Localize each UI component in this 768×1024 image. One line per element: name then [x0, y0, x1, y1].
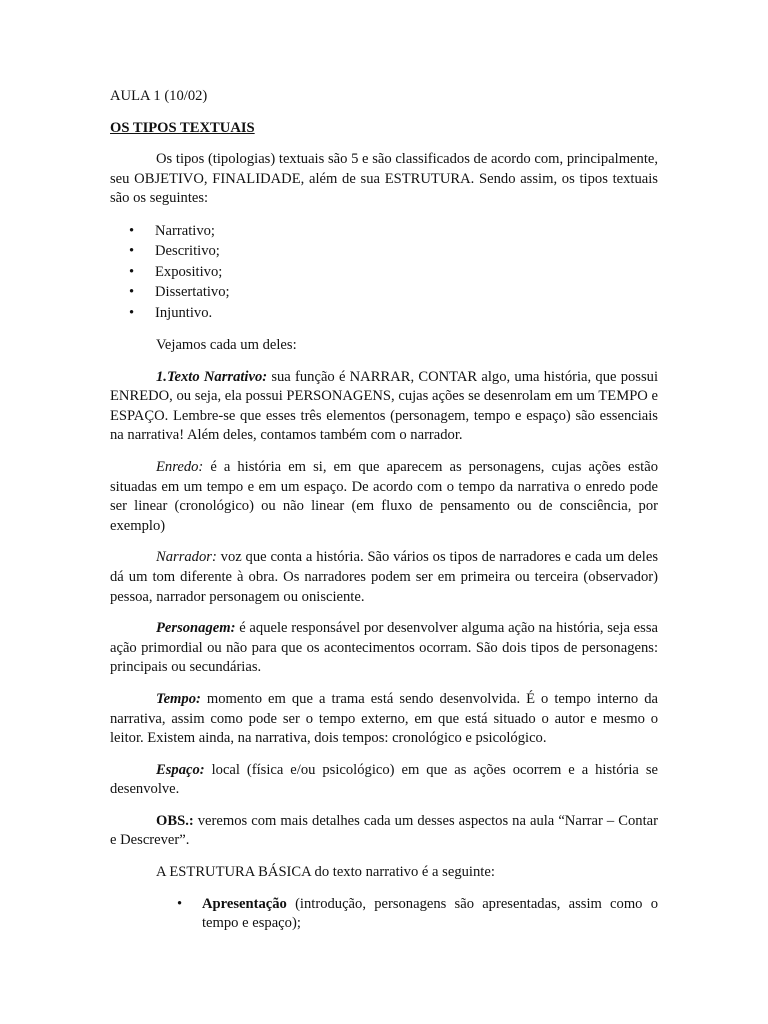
- enredo-paragraph: [110, 458, 658, 536]
- text-types-list: [110, 221, 658, 323]
- bullet-icon: •: [129, 304, 135, 321]
- narrativo-paragraph: [110, 368, 658, 446]
- list-item-label: Injuntivo.: [155, 304, 213, 321]
- bullet-icon: •: [129, 284, 135, 301]
- narrador-paragraph: [110, 548, 658, 607]
- bullet-icon: •: [177, 895, 183, 912]
- list-item: [110, 303, 658, 323]
- personagem-paragraph: [110, 619, 658, 678]
- personagem-term: Personagem:: [156, 620, 236, 637]
- section-title: OS TIPOS TEXTUAIS: [110, 119, 255, 136]
- list-item-label: Descritivo;: [155, 243, 220, 260]
- espaco-text: local (física e/ou psicológico) em que as ações ocorrem e a história se desenvolve.: [110, 761, 658, 798]
- apresentacao-text: (introdução, personagens são apresentadas, assim como o tempo e espaço);: [202, 895, 658, 932]
- tempo-term: Tempo:: [156, 690, 201, 707]
- list-item-label: Narrativo;: [155, 222, 215, 239]
- intro-paragraph: Os tipos (tipologias) textuais são 5 e são classificados de acordo com, principalmente, seu OBJETIVO, FINALIDADE, além de sua ESTRUTURA. Sendo assim, os tipos textuais são os seguintes:: [110, 151, 658, 207]
- espaco-paragraph: [110, 761, 658, 800]
- narrativo-term: 1.Texto Narrativo:: [156, 368, 268, 385]
- list-item-label: Dissertativo;: [155, 284, 230, 301]
- espaco-term: Espaço:: [156, 761, 205, 778]
- obs-paragraph: [110, 812, 658, 851]
- bullet-icon: •: [129, 243, 135, 260]
- narrativo-text: sua função é NARRAR, CONTAR algo, uma história, que possui ENREDO, ou seja, ela possui PERSONAGENS, cujas ações se desenrolam em um TEMPO e ESPAÇO. Lembre-se que esses três elementos (personagem, tempo e espaço) são essenciais na narrativa! Além deles, contamos também com o narrador.: [110, 368, 658, 444]
- bullet-icon: •: [129, 263, 135, 280]
- vejamos-line: Vejamos cada um deles:: [156, 337, 297, 353]
- bullet-icon: •: [129, 222, 135, 239]
- personagem-text: é aquele responsável por desenvolver alguma ação na história, seja essa ação primordial ou não para que os acontecimentos ocorram. São dois tipos de personagens: principais ou secundárias.: [110, 620, 658, 676]
- narrador-text: voz que conta a história. São vários os tipos de narradores e cada um deles dá um tom diferente à obra. Os narradores podem ser em primeira ou terceira (observador) pessoa, narrador personagem ou onisciente.: [110, 549, 658, 605]
- list-item: [110, 262, 658, 282]
- tempo-paragraph: [110, 690, 658, 749]
- narrador-term: Narrador:: [156, 549, 217, 566]
- obs-text: veremos com mais detalhes cada um desses aspectos na aula “Narrar – Contar e Descrever”.: [110, 812, 658, 849]
- lesson-header: AULA 1 (10/02): [110, 88, 208, 104]
- list-item-label: Expositivo;: [155, 263, 223, 280]
- list-item: [110, 221, 658, 241]
- apresentacao-term: Apresentação: [202, 895, 287, 912]
- obs-term: OBS.:: [156, 812, 194, 829]
- list-item: [110, 241, 658, 261]
- structure-list: [110, 895, 658, 934]
- tempo-text: momento em que a trama está sendo desenvolvida. É o tempo interno da narrativa, assim como pode ser o tempo externo, em que está situado o autor e mesmo o leitor. Existem ainda, na narrativa, dois tempos: cronológico e psicológico.: [110, 690, 658, 747]
- list-item: [110, 282, 658, 302]
- estrutura-line: A ESTRUTURA BÁSICA do texto narrativo é a seguinte:: [156, 864, 495, 881]
- list-item: [110, 895, 658, 934]
- enredo-text: é a história em si, em que aparecem as personagens, cujas ações estão situadas em um tempo e em um espaço. De acordo com o tempo da narrativa o enredo pode ser linear (cronológico) ou não linear (em fluxo de pensamento ou de consciência, por exemplo): [110, 458, 658, 534]
- enredo-term: Enredo:: [156, 458, 204, 475]
